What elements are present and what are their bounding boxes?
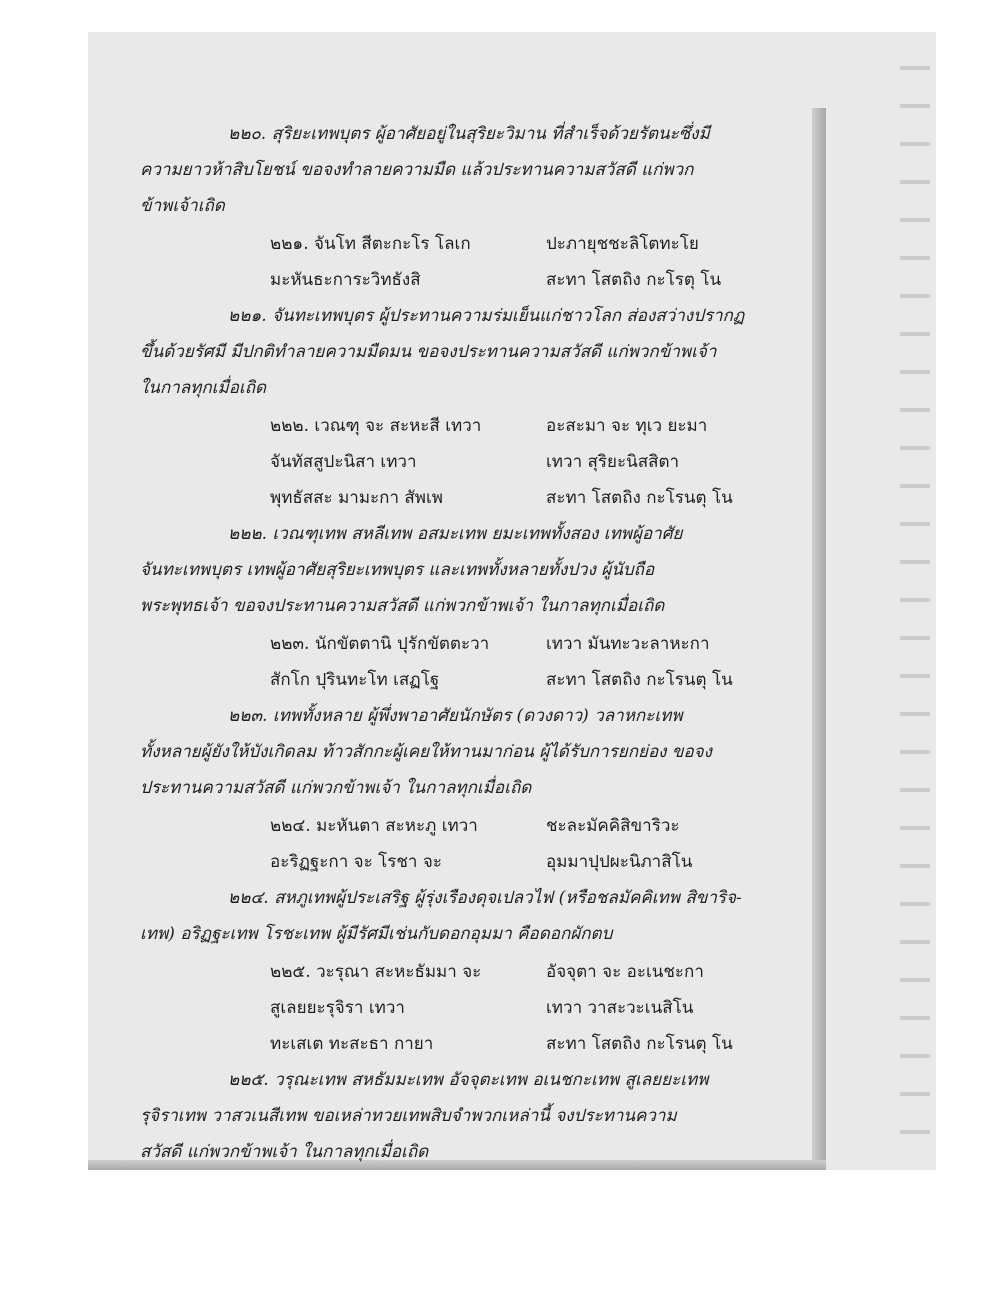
verse-line-right: อะสะมา จะ ทุเว ยะมา bbox=[546, 416, 708, 436]
verse-line-left: มะหันธะการะวิทธังสิ bbox=[270, 270, 421, 290]
prose-line: ในกาลทุกเมื่อเถิด bbox=[140, 378, 267, 398]
prose-line: ขึ้นด้วยรัศมี มีปกติทำลายความมืดมน ขอจงประทานความสวัสดี แก่พวกข้าพเจ้า bbox=[140, 342, 717, 362]
verse-line-left: ๒๒๓. นักขัตตานิ ปุรักขัตตะวา bbox=[270, 634, 490, 654]
prose-line: ๒๒๔. สหภูเทพผู้ประเสริฐ ผู้รุ่งเรืองดุจเปลวไฟ (หรือชลมัคคิเทพ สิขาริจ- bbox=[228, 888, 742, 908]
verse-line-right: เทวา มันทะวะลาหะกา bbox=[546, 634, 710, 654]
verse-line-left: ๒๒๕. วะรุณา สะหะธัมมา จะ bbox=[270, 962, 482, 982]
prose-line: ข้าพเจ้าเถิด bbox=[140, 196, 225, 216]
verse-line-right: อุมมาปุปผะนิภาสิโน bbox=[546, 852, 693, 872]
verse-line-right: เทวา วาสะวะเนสิโน bbox=[546, 998, 694, 1018]
prose-line: ๒๒๐. สุริยะเทพบุตร ผู้อาศัยอยู่ในสุริยะวิมาน ที่สำเร็จด้วยรัตนะซึ่งมี bbox=[228, 124, 710, 144]
verse-line-right: ปะภายุชชะลิโตทะโย bbox=[546, 234, 699, 254]
verse-line-left: อะริฏฐะกา จะ โรชา จะ bbox=[270, 852, 442, 872]
verse-line-left: ๒๒๔. มะหันตา สะหะภู เทวา bbox=[270, 816, 478, 836]
prose-line: ประทานความสวัสดี แก่พวกข้าพเจ้า ในกาลทุกเมื่อเถิด bbox=[140, 778, 532, 798]
verse-line-right: ชะละมัคคิสิขาริวะ bbox=[546, 816, 680, 836]
prose-line: ทั้งหลายผู้ยังให้บังเกิดลม ท้าวสักกะผู้เคยให้ทานมาก่อน ผู้ได้รับการยกย่อง ขอจง bbox=[140, 742, 712, 762]
prose-line: รุจิราเทพ วาสวเนสีเทพ ขอเหล่าทวยเทพสิบจำพวกเหล่านี้ จงประทานความ bbox=[140, 1106, 677, 1126]
prose-line: ๒๒๑. จันทะเทพบุตร ผู้ประทานความร่มเย็นแก่ชาวโลก ส่องสว่างปรากฏ bbox=[228, 306, 745, 326]
page-edge-marks bbox=[900, 40, 930, 1160]
verse-line-left: ๒๒๒. เวณฑุ จะ สะหะสี เทวา bbox=[270, 416, 482, 436]
page-shadow-right bbox=[812, 108, 826, 1170]
verse-line-right: สะทา โสตถิง กะโรนตุ โน bbox=[546, 1034, 733, 1054]
prose-line: ๒๒๓. เทพทั้งหลาย ผู้พึ่งพาอาศัยนักษัตร (ดวงดาว) วลาหกะเทพ bbox=[228, 706, 683, 726]
prose-line: สวัสดี แก่พวกข้าพเจ้า ในกาลทุกเมื่อเถิด bbox=[140, 1142, 429, 1162]
verse-line-left: จันทัสสูปะนิสา เทวา bbox=[270, 452, 417, 472]
verse-line-left: ๒๒๑. จันโท สีตะกะโร โลเก bbox=[270, 234, 471, 254]
prose-line: ความยาวห้าสิบโยชน์ ขอจงทำลายความมืด แล้วประทานความสวัสดี แก่พวก bbox=[140, 160, 694, 180]
verse-line-right: อัจจุตา จะ อะเนชะกา bbox=[546, 962, 704, 982]
prose-line: เทพ) อริฏฐะเทพ โรชะเทพ ผู้มีรัศมีเช่นกับดอกอุมมา คือดอกผักตบ bbox=[140, 924, 613, 944]
prose-line: พระพุทธเจ้า ขอจงประทานความสวัสดี แก่พวกข้าพเจ้า ในกาลทุกเมื่อเถิด bbox=[140, 596, 665, 616]
verse-line-right: สะทา โสตถิง กะโรนตุ โน bbox=[546, 670, 733, 690]
verse-line-left: ทะเสเต ทะสะธา กายา bbox=[270, 1034, 434, 1054]
prose-line: จันทะเทพบุตร เทพผู้อาศัยสุริยะเทพบุตร และเทพทั้งหลายทั้งปวง ผู้นับถือ bbox=[140, 560, 655, 580]
verse-line-left: สักโก ปุรินทะโท เสฏโฐ bbox=[270, 670, 440, 690]
verse-line-right: สะทา โสตถิง กะโรนตุ โน bbox=[546, 488, 733, 508]
prose-line: ๒๒๕. วรุณะเทพ สหธัมมะเทพ อัจจุตะเทพ อเนชกะเทพ สูเลยยะเทพ bbox=[228, 1070, 709, 1090]
prose-line: ๒๒๒. เวณฑุเทพ สหลีเทพ อสมะเทพ ยมะเทพทั้งสอง เทพผู้อาศัย bbox=[228, 524, 683, 544]
verse-line-right: สะทา โสตถิง กะโรตุ โน bbox=[546, 270, 722, 290]
verse-line-right: เทวา สุริยะนิสสิตา bbox=[546, 452, 680, 472]
verse-line-left: พุทธัสสะ มามะกา สัพเพ bbox=[270, 488, 444, 508]
document-text-block bbox=[140, 118, 800, 1162]
verse-line-left: สูเลยยะรุจิรา เทวา bbox=[270, 998, 405, 1018]
